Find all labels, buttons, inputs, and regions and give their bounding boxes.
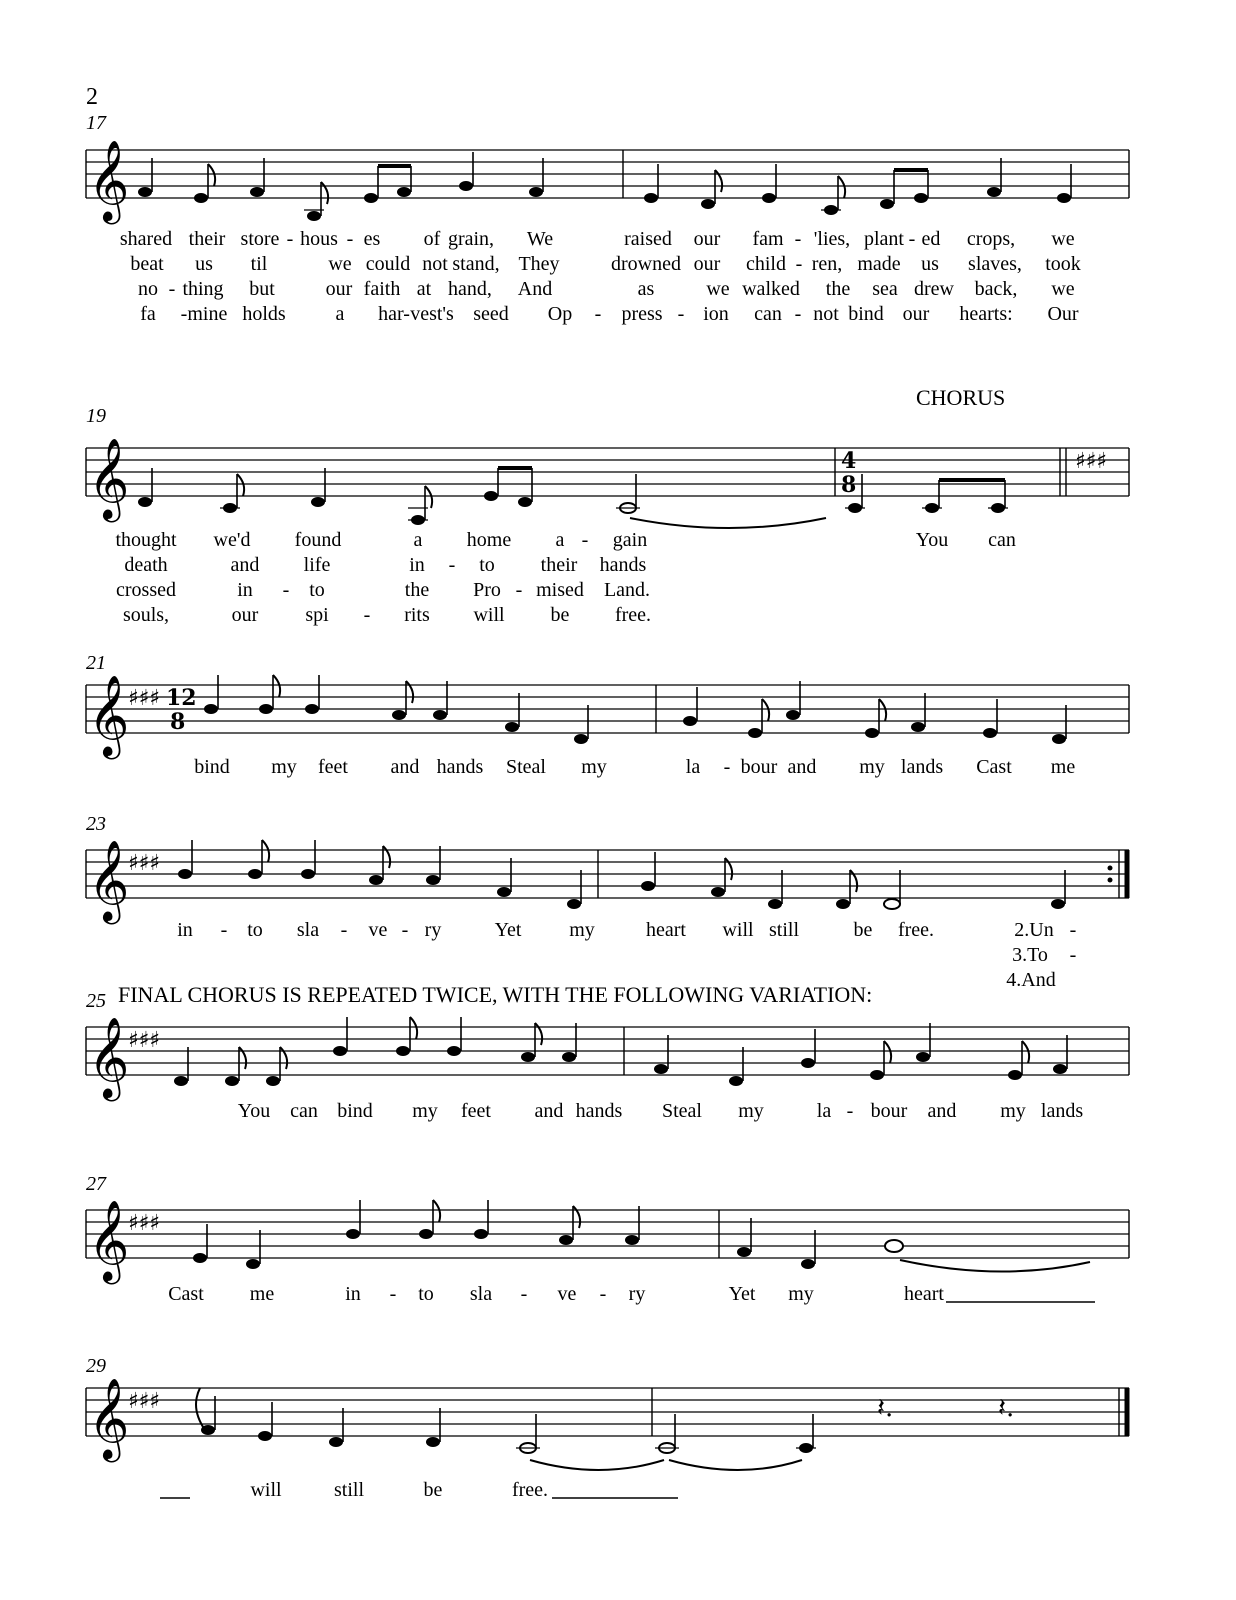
lyric-syllable: lands: [1040, 1100, 1084, 1122]
lyric-syllable: free.: [614, 604, 652, 626]
lyric-syllable: our: [231, 604, 259, 626]
measure-number: 27: [86, 1173, 106, 1195]
svg-text:𝄽.: 𝄽.: [877, 1393, 894, 1423]
lyric-verse-2: [0, 553, 1236, 577]
lyric-syllable: You: [915, 529, 949, 551]
lyric-syllable: back,: [974, 278, 1018, 300]
staff-system-7: [0, 1368, 1236, 1488]
lyric-syllable: a: [335, 303, 345, 325]
lyric-syllable: my: [788, 1283, 814, 1305]
lyric-syllable: still: [333, 1479, 365, 1501]
lyric-syllable: -: [794, 303, 802, 325]
lyric-syllable: plant: [864, 228, 904, 250]
lyric-chorus: [0, 755, 1236, 779]
lyric-syllable: found: [294, 529, 342, 551]
lyric-syllable: to: [309, 579, 325, 601]
lyric-syllable: seed: [473, 303, 509, 325]
lyric-syllable: store: [240, 228, 280, 250]
lyric-syllable: our: [693, 228, 721, 250]
svg-text:♯♯♯: ♯♯♯: [128, 851, 160, 876]
lyric-syllable: our: [693, 253, 721, 275]
lyric-syllable: -: [677, 303, 685, 325]
lyric-syllable: at: [416, 278, 432, 300]
lyric-syllable: in: [177, 919, 193, 941]
measure-number: 29: [86, 1355, 106, 1377]
lyric-syllable: ed: [921, 228, 941, 250]
svg-text:8: 8: [841, 472, 857, 498]
lyric-syllable: vest's: [410, 303, 454, 325]
lyric-syllable: rits: [404, 604, 430, 626]
lyric-syllable: fa: [140, 303, 156, 325]
lyric-syllable: our: [325, 278, 353, 300]
lyric-syllable: hands: [575, 1100, 623, 1122]
lyric-syllable: They: [518, 253, 560, 275]
lyric-syllable: Our: [1047, 303, 1079, 325]
lyric-syllable: can: [988, 529, 1016, 551]
lyric-syllable: ve: [557, 1283, 577, 1305]
lyric-syllable: us: [195, 253, 213, 275]
svg-text:𝄞: 𝄞: [88, 1199, 130, 1281]
lyric-syllable: 4.And: [1006, 969, 1056, 991]
lyric-syllable: feet: [318, 756, 348, 778]
lyric-syllable: can: [754, 303, 782, 325]
lyric-syllable: ve: [368, 919, 388, 941]
lyric-syllable: press: [621, 303, 663, 325]
lyric-syllable: thing: [182, 278, 224, 300]
lyric-syllable: -: [346, 228, 354, 250]
lyric-syllable: Steal: [662, 1100, 702, 1122]
measure-number: 25: [86, 990, 106, 1012]
lyric-syllable: ry: [628, 1283, 646, 1305]
lyric-syllable: -: [846, 1100, 854, 1122]
lyric-syllable: and: [534, 1100, 564, 1122]
lyric-syllable: You: [237, 1100, 271, 1122]
lyric-syllable: Op: [547, 303, 573, 325]
lyric-syllable: -: [908, 228, 916, 250]
lyric-chorus: [0, 918, 1236, 942]
lyric-syllable: not: [422, 253, 448, 275]
lyric-syllable: to: [479, 554, 495, 576]
lyric-syllable: the: [825, 278, 851, 300]
lyric-syllable: mised: [536, 579, 584, 601]
lyric-syllable: -: [363, 604, 371, 626]
lyric-syllable: in: [345, 1283, 361, 1305]
lyric-syllable: took: [1045, 253, 1081, 275]
measure-number: 19: [86, 405, 106, 427]
lyric-syllable: my: [271, 756, 297, 778]
lyric-verse-1: [0, 528, 1236, 552]
lyric-syllable: -: [401, 919, 409, 941]
lyric-syllable: my: [569, 919, 595, 941]
lyric-syllable: made: [857, 253, 901, 275]
lyric-syllable: holds: [242, 303, 286, 325]
measure-number: 21: [86, 652, 106, 674]
lyric-syllable: heart: [904, 1283, 944, 1305]
lyric-syllable: crops,: [966, 228, 1016, 250]
lyric-verse-4: [0, 302, 1236, 326]
lyric-syllable: We: [526, 228, 554, 250]
lyric-syllable: ry: [424, 919, 442, 941]
melisma-lines: [0, 1496, 1236, 1500]
lyric-syllable: -: [340, 919, 348, 941]
lyric-syllable: sla: [469, 1283, 493, 1305]
lyric-syllable: not: [813, 303, 839, 325]
lyric-syllable: 3.To: [1012, 944, 1048, 966]
svg-text:𝄞: 𝄞: [88, 437, 130, 519]
lyric-syllable: a: [413, 529, 423, 551]
lyric-syllable: will: [722, 919, 754, 941]
lyric-syllable: fam: [752, 228, 784, 250]
lyric-syllable: -: [286, 228, 294, 250]
svg-text:𝄞: 𝄞: [88, 1016, 130, 1098]
lyric-syllable: home: [466, 529, 512, 551]
lyric-syllable: sla: [296, 919, 320, 941]
lyric-syllable: hands: [436, 756, 484, 778]
lyric-syllable: -: [599, 1283, 607, 1305]
lyric-syllable: still: [768, 919, 800, 941]
lyric-syllable: har-: [378, 303, 410, 325]
lyric-syllable: be: [550, 604, 570, 626]
lyric-syllable: til: [250, 253, 268, 275]
lyric-verse-3: [0, 578, 1236, 602]
lyric-syllable: thought: [115, 529, 177, 551]
lyric-verse-2: [0, 252, 1236, 276]
lyric-syllable: -: [794, 228, 802, 250]
lyric-syllable: And: [517, 278, 553, 300]
lyric-syllable: death: [124, 554, 168, 576]
svg-text:𝄽.: 𝄽.: [998, 1393, 1015, 1423]
lyric-syllable: bind: [194, 756, 230, 778]
lyric-syllable: bour: [740, 756, 778, 778]
lyric-syllable: souls,: [122, 604, 170, 626]
lyric-syllable: in: [237, 579, 253, 601]
lyric-syllable: bour: [870, 1100, 908, 1122]
lyric-syllable: 2.Un: [1014, 919, 1054, 941]
lyric-syllable: feet: [461, 1100, 491, 1122]
lyric-syllable: la: [685, 756, 701, 778]
lyric-syllable: ren,: [811, 253, 843, 275]
lyric-syllable: my: [581, 756, 607, 778]
svg-text:♯♯♯: ♯♯♯: [1075, 449, 1107, 474]
svg-text:4: 4: [841, 448, 857, 474]
lyric-syllable: beat: [130, 253, 164, 275]
lyric-syllable: faith: [363, 278, 401, 300]
lyric-syllable: -: [795, 253, 803, 275]
lyric-syllable: and: [230, 554, 260, 576]
svg-text:♯♯♯: ♯♯♯: [128, 1211, 160, 1236]
lyric-verse-3: [0, 277, 1236, 301]
lyric-syllable: -: [389, 1283, 397, 1305]
svg-text:12: 12: [166, 685, 197, 711]
lyric-syllable: us: [921, 253, 939, 275]
lyric-syllable: my: [738, 1100, 764, 1122]
lyric-syllable: could: [365, 253, 411, 275]
lyric-syllable: Cast: [168, 1283, 204, 1305]
lyric-syllable: -: [168, 278, 176, 300]
melisma-line: [0, 1300, 1236, 1304]
lyric-syllable: shared: [119, 228, 173, 250]
lyric-syllable: la: [816, 1100, 832, 1122]
lyric-syllable: our: [902, 303, 930, 325]
lyric-syllable: hand,: [448, 278, 492, 300]
lyric-syllable: and: [927, 1100, 957, 1122]
measure-number: 23: [86, 813, 106, 835]
lyric-syllable: -: [723, 756, 731, 778]
lyric-syllable: Yet: [494, 919, 522, 941]
lyric-syllable: their: [540, 554, 578, 576]
lyric-syllable: hands: [599, 554, 647, 576]
chorus-label: CHORUS: [916, 385, 1006, 410]
lyric-syllable: bind: [848, 303, 884, 325]
lyric-syllable: can: [290, 1100, 318, 1122]
lyric-syllable: -mine: [180, 303, 228, 325]
lyric-syllable: -: [1069, 919, 1077, 941]
lyric-syllable: slaves,: [968, 253, 1022, 275]
lyric-syllable: my: [412, 1100, 438, 1122]
measure-number: 17: [86, 112, 106, 134]
svg-text:𝄞: 𝄞: [88, 674, 130, 756]
svg-text:♯♯♯: ♯♯♯: [128, 1389, 160, 1414]
lyric-syllable: 'lies,: [813, 228, 851, 250]
lyric-syllable: lands: [900, 756, 944, 778]
lyric-syllable: to: [418, 1283, 434, 1305]
lyric-syllable: crossed: [116, 579, 176, 601]
lyric-syllable: no: [138, 278, 158, 300]
lyric-syllable: raised: [624, 228, 672, 250]
lyric-syllable: -: [594, 303, 602, 325]
staff-lines: [86, 150, 1129, 198]
lyric-syllable: a: [555, 529, 565, 551]
svg-text:𝄞: 𝄞: [88, 1377, 130, 1459]
lyric-syllable: and: [390, 756, 420, 778]
lyric-syllable: Yet: [728, 1283, 756, 1305]
lyric-syllable: as: [637, 278, 655, 300]
lyric-syllable: the: [404, 579, 430, 601]
lyric-syllable: of: [423, 228, 441, 250]
lyric-syllable: will: [250, 1479, 282, 1501]
lyric-syllable: we: [328, 253, 352, 275]
lyric-syllable: me: [249, 1283, 275, 1305]
lyric-syllable: hous: [300, 228, 338, 250]
lyric-syllable: Land.: [603, 579, 651, 601]
svg-text:♯♯♯: ♯♯♯: [128, 686, 160, 711]
svg-text:8: 8: [170, 709, 186, 735]
svg-text:♯♯♯: ♯♯♯: [128, 1028, 160, 1053]
lyric-syllable: sea: [872, 278, 898, 300]
lyric-syllable: but: [249, 278, 275, 300]
lyric-syllable: walked: [742, 278, 800, 300]
lyric-syllable: drowned: [611, 253, 681, 275]
svg-text:𝄞: 𝄞: [88, 839, 130, 921]
lyric-syllable: we'd: [213, 529, 251, 551]
lyric-verse-4: [0, 603, 1236, 627]
lyric-syllable: life: [303, 554, 331, 576]
lyric-syllable: Pro: [473, 579, 501, 601]
lyric-syllable: we: [1051, 278, 1075, 300]
lyric-syllable: we: [706, 278, 730, 300]
final-chorus-instruction: FINAL CHORUS IS REPEATED TWICE, WITH THE FOLLOWING VARIATION:: [118, 982, 873, 1007]
lyric-syllable: -: [581, 529, 589, 551]
lyric-syllable: Steal: [506, 756, 546, 778]
lyric-verse-1: [0, 227, 1236, 251]
lyric-syllable: -: [448, 554, 456, 576]
lyric-syllable: my: [1000, 1100, 1026, 1122]
lyric-verse-3-pickup: [0, 943, 1236, 967]
lyric-syllable: my: [859, 756, 885, 778]
lyric-syllable: es: [363, 228, 381, 250]
lyric-syllable: -: [1069, 944, 1077, 966]
lyric-syllable: bind: [337, 1100, 373, 1122]
lyric-syllable: their: [188, 228, 226, 250]
lyric-syllable: spi: [305, 604, 329, 626]
lyric-syllable: -: [220, 919, 228, 941]
lyric-syllable: stand,: [452, 253, 500, 275]
lyric-syllable: ion: [703, 303, 729, 325]
lyric-syllable: heart: [646, 919, 686, 941]
lyric-syllable: free.: [897, 919, 935, 941]
lyric-syllable: -: [520, 1283, 528, 1305]
lyric-syllable: me: [1050, 756, 1076, 778]
lyric-syllable: will: [473, 604, 505, 626]
lyric-syllable: -: [515, 579, 523, 601]
lyric-syllable: we: [1051, 228, 1075, 250]
lyric-syllable: -: [282, 579, 290, 601]
lyric-final-chorus: [0, 1099, 1236, 1123]
lyric-syllable: to: [247, 919, 263, 941]
lyric-syllable: hearts:: [959, 303, 1013, 325]
lyric-syllable: grain,: [447, 228, 495, 250]
treble-clef: 𝄞: [88, 139, 130, 221]
lyric-syllable: drew: [914, 278, 954, 300]
page-number: 2: [86, 84, 98, 110]
lyric-syllable: free.: [511, 1479, 549, 1501]
lyric-syllable: be: [423, 1479, 443, 1501]
lyric-syllable: gain: [612, 529, 648, 551]
lyric-syllable: be: [853, 919, 873, 941]
lyric-syllable: Cast: [976, 756, 1012, 778]
lyric-syllable: in: [409, 554, 425, 576]
lyric-syllable: child: [746, 253, 786, 275]
lyric-syllable: and: [787, 756, 817, 778]
